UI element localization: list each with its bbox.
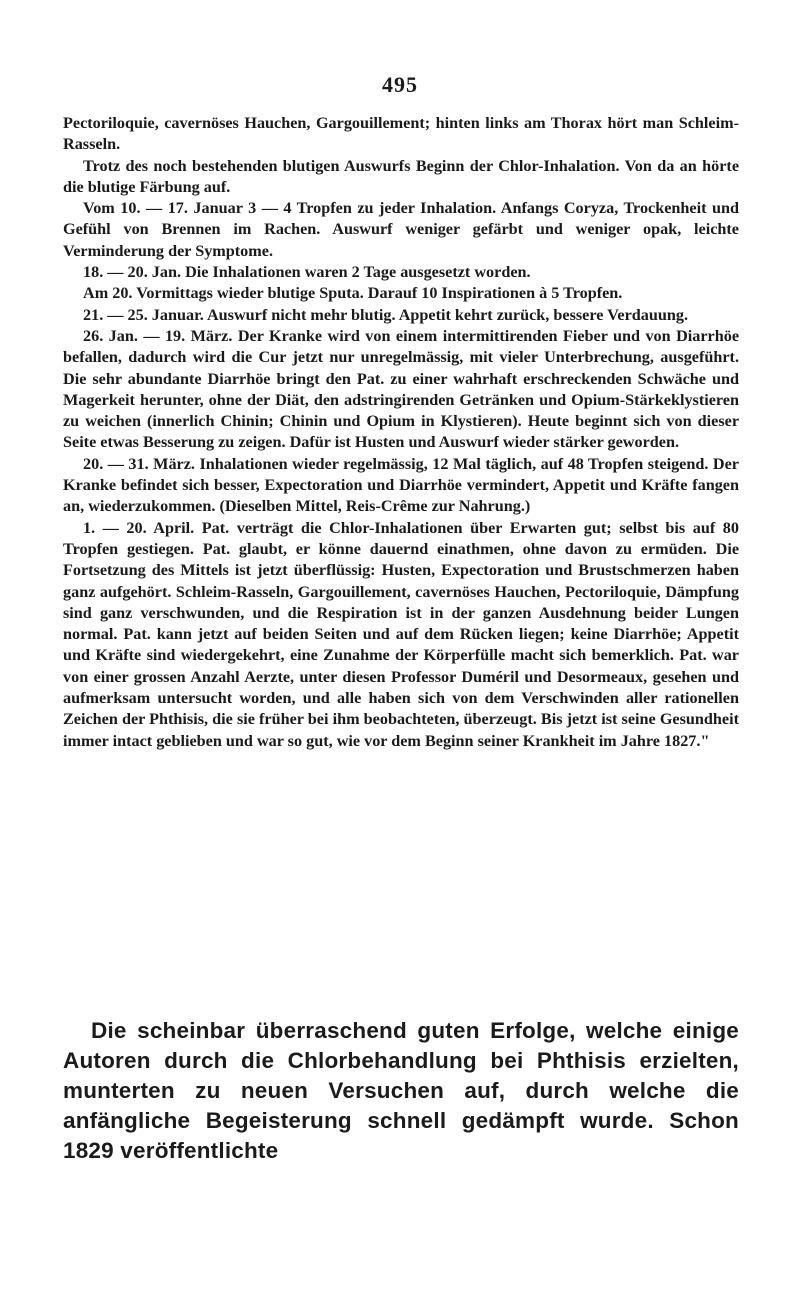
closing-paragraph: Die scheinbar überraschend guten Erfolge, welche einige Autoren durch die Chlorbehandlung bei Phthisis erzielten, munterten zu neuen Versuchen auf, durch welche die anfängliche Begeisterung schnell gedämpft wurde. Schon 1829 veröffentlichte	[63, 1018, 739, 1163]
paragraph-7: 26. Jan. — 19. März. Der Kranke wird von einem intermittirenden Fieber und von Diarrhöe befallen, dadurch wird die Cur jetzt nur unregelmässig, mit vieler Unterbrechung, ausgeführt. Die sehr abundante Diarrhöe bringt den Pat. zu einer wahrhaft erschreckenden Schwäche und Magerkeit herunter, ohne der Diät, den adstringirenden Getränken und Opium-Stärkeklystieren zu weichen (innerlich Chinin; Chinin und Opium in Klystieren). Heute beginnt sich von dieser Seite etwas Besserung zu zeigen. Dafür ist Husten und Auswurf wieder stärker geworden.	[63, 326, 739, 452]
paragraph-8: 20. — 31. März. Inhalationen wieder regelmässig, 12 Mal täglich, auf 48 Tropfen steigend. Der Kranke befindet sich besser, Expectoration und Diarrhöe vermindert, Appetit und Kräfte fangen an, wiederzukommen. (Dieselben Mittel, Reis-Crême zur Nahrung.)	[63, 454, 739, 516]
closing-section	[63, 1016, 739, 1166]
paragraph-3: Vom 10. — 17. Januar 3 — 4 Tropfen zu jeder Inhalation. Anfangs Coryza, Trockenheit und Gefühl von Brennen im Rachen. Auswurf weniger gefärbt und weniger opak, leichte Verminderung der Symptome.	[63, 199, 739, 260]
paragraph-4: 18. — 20. Jan. Die Inhalationen waren 2 Tage ausgesetzt worden.	[83, 263, 531, 282]
body-text	[63, 113, 739, 752]
paragraph-5: Am 20. Vormittags wieder blutige Sputa. Darauf 10 Inspirationen à 5 Tropfen.	[83, 284, 623, 303]
page-number: 495	[382, 72, 418, 97]
paragraph-9: 1. — 20. April. Pat. verträgt die Chlor-Inhalationen über Erwarten gut; selbst bis auf 80 Tropfen gestiegen. Pat. glaubt, er könne dauernd einathmen, ohne davon zu ermüden. Die Fortsetzung des Mittels ist jetzt überflüssig: Husten, Expectoration und Brustschmerzen haben ganz aufgehört. Schleim-Rasseln, Gargouillement, cavernöses Hauchen, Pectoriloquie, Dämpfung sind ganz verschwunden, und die Respiration ist in der ganzen Ausdehnung beider Lungen normal. Pat. kann jetzt auf beiden Seiten und auf dem Rücken liegen; keine Diarrhöe; Appetit und Kräfte sind wiedergekehrt, eine Zunahme der Körperfülle macht sich bemerklich. Pat. war von einer grossen Anzahl Aerzte, unter diesen Professor Duméril und Desormeaux, gesehen und aufmerksam untersucht worden, und alle haben sich von dem Verschwinden aller rationellen Zeichen der Phthisis, die sie früher bei ihm beobachteten, überzeugt. Bis jetzt ist seine Gesundheit immer intact geblieben und war so gut, wie vor dem Beginn seiner Krankheit im Jahre 1827."	[63, 518, 739, 750]
paragraph-2: Trotz des noch bestehenden blutigen Auswurfs Beginn der Chlor-Inhalation. Von da an hörte die blutige Färbung auf.	[63, 156, 739, 196]
paragraph-6: 21. — 25. Januar. Auswurf nicht mehr blutig. Appetit kehrt zurück, bessere Verdauung.	[83, 305, 689, 324]
paragraph-1: Pectoriloquie, cavernöses Hauchen, Gargouillement; hinten links am Thorax hört man Schleim-Rasseln.	[63, 114, 739, 154]
